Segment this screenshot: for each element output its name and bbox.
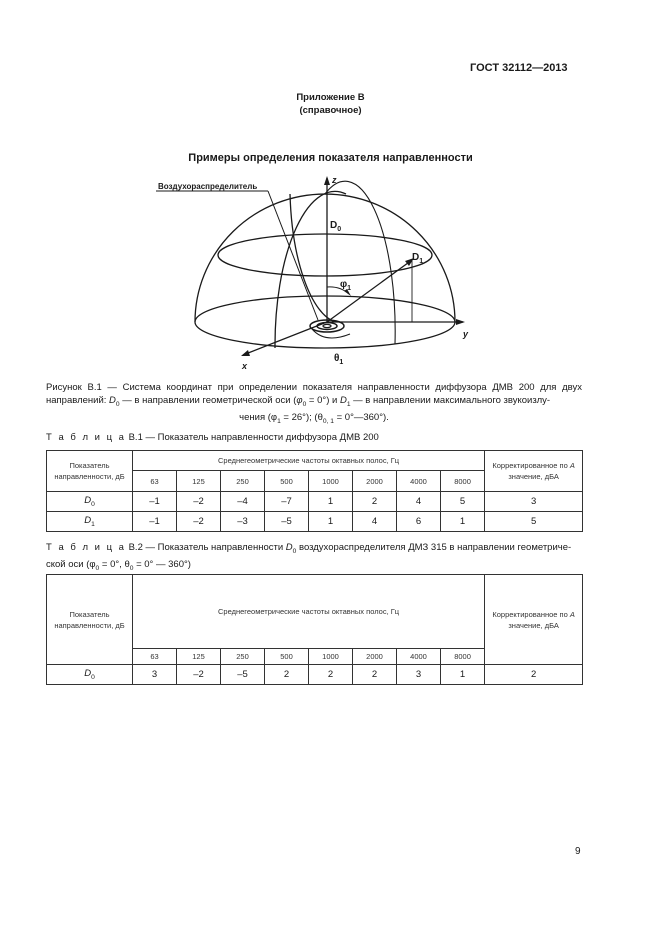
table1-indicator-header: Показатель направленности, дБ <box>47 451 133 492</box>
figure-caption: Рисунок В.1 — Система координат при определении показателя направленности диффузора ДМВ 200 для двух направлений: $D_0$ — в направлении геометрической оси $(\varphi_0 = 0^\circ)$ и $D_1$ — в направлении максимального звукоизлу- чения $(\varphi_1 = 26^\circ)$; ($\theta_{0, 1}$ = 0°—360°). <box>46 382 582 425</box>
table1-freq-cell: 2000 <box>353 471 397 492</box>
coordinate-diagram <box>150 172 480 372</box>
distributor-core <box>323 324 331 327</box>
table-cell: –1 <box>133 492 177 512</box>
table-cell: –2 <box>177 512 221 532</box>
table-cell: 4 <box>397 492 441 512</box>
table-cell: 5 <box>441 492 485 512</box>
table-cell: –4 <box>221 492 265 512</box>
table2-freq-cell: 8000 <box>441 649 485 665</box>
table-cell: 6 <box>397 512 441 532</box>
table1-freq-cell: 500 <box>265 471 309 492</box>
theta1-label: $\theta_1$ <box>334 353 344 366</box>
table-cell: –3 <box>221 512 265 532</box>
row-label: $D_1$ <box>47 512 133 532</box>
table-cell: 2 <box>353 492 397 512</box>
table-cell: 2 <box>265 665 309 685</box>
table-cell-corr: 5 <box>485 512 583 532</box>
table1-freq-cell: 125 <box>177 471 221 492</box>
appendix-subtitle: (справочное) <box>299 105 362 116</box>
table-cell-corr: 2 <box>485 665 583 685</box>
z-axis-label: z <box>332 175 337 185</box>
distributor-inner <box>317 323 337 330</box>
table-cell: –2 <box>177 492 221 512</box>
table-cell-corr: 3 <box>485 492 583 512</box>
table-cell: –1 <box>133 512 177 532</box>
x-arrow <box>241 350 250 356</box>
y-arrow <box>456 319 465 325</box>
phi1-label: $\varphi_1$ <box>340 279 352 292</box>
table-cell: 1 <box>441 512 485 532</box>
table2-freq-cell: 500 <box>265 649 309 665</box>
table1-freq-cell: 250 <box>221 471 265 492</box>
table-cell: 1 <box>309 492 353 512</box>
table-row <box>47 665 583 685</box>
appendix-title: Приложение В <box>296 92 365 103</box>
table1-freq-cell: 63 <box>133 471 177 492</box>
table-cell: –2 <box>177 665 221 685</box>
row-label: $D_0$ <box>47 665 133 685</box>
meridian-2 <box>290 194 335 322</box>
table-cell: 2 <box>353 665 397 685</box>
table2 <box>46 574 583 685</box>
table-cell: –5 <box>265 512 309 532</box>
table2-freq-cell: 125 <box>177 649 221 665</box>
row-label: $D_0$ <box>47 492 133 512</box>
table2-freq-header: Среднегеометрические частоты октавных полос, Гц <box>133 575 485 649</box>
section-title: Примеры определения показателя направленности <box>188 152 473 164</box>
table1-corr-header: Корректированное по A значение, дБА <box>485 451 583 492</box>
table2-freq-cell: 2000 <box>353 649 397 665</box>
distributor-label: Воздухораспределитель <box>158 182 258 191</box>
meridian-3 <box>325 181 395 344</box>
distributor-pointer <box>268 191 318 320</box>
table1-freq-cell: 1000 <box>309 471 353 492</box>
table-row <box>47 492 583 512</box>
table2-corr-header: Корректированное по A значение, дБА <box>485 575 583 665</box>
table2-indicator-header: Показатель направленности, дБ <box>47 575 133 665</box>
latitude-ellipse <box>218 234 432 276</box>
document-number: ГОСТ 32112—2013 <box>470 62 568 74</box>
table-cell: –7 <box>265 492 309 512</box>
table2-freq-cell: 250 <box>221 649 265 665</box>
d0-label: $D_0$ <box>330 220 342 233</box>
table-cell: 1 <box>441 665 485 685</box>
page-number: 9 <box>575 846 581 857</box>
table-cell: 1 <box>309 512 353 532</box>
table-cell: 2 <box>309 665 353 685</box>
table-cell: –5 <box>221 665 265 685</box>
x-axis <box>243 322 327 355</box>
table2-caption: Т а б л и ц а В.2 — Показатель направленности $D_0$ воздухораспределителя ДМЗ 315 в направлении геометриче- ской оси ($\varphi_0 = 0^\circ$, $\theta_0 = 0^\circ$ — 360°) <box>46 542 572 572</box>
hemisphere-figure <box>150 172 480 377</box>
table2-freq-cell: 63 <box>133 649 177 665</box>
table-row <box>47 512 583 532</box>
table2-freq-cell: 1000 <box>309 649 353 665</box>
table1-freq-cell: 4000 <box>397 471 441 492</box>
table-cell: 3 <box>133 665 177 685</box>
table1 <box>46 450 583 532</box>
y-axis-label: y <box>463 329 469 339</box>
d1-label: $D_1$ <box>412 252 424 265</box>
table1-caption: Т а б л и ц а В.1 — Показатель направленности диффузора ДМВ 200 <box>46 432 379 443</box>
table2-freq-cell: 4000 <box>397 649 441 665</box>
table1-freq-header: Среднегеометрические частоты октавных полос, Гц <box>133 451 485 471</box>
table-cell: 4 <box>353 512 397 532</box>
d1-vector <box>327 260 412 322</box>
table-cell: 3 <box>397 665 441 685</box>
table1-freq-cell: 8000 <box>441 471 485 492</box>
z-arrow <box>324 176 330 185</box>
x-axis-label: x <box>242 361 248 371</box>
